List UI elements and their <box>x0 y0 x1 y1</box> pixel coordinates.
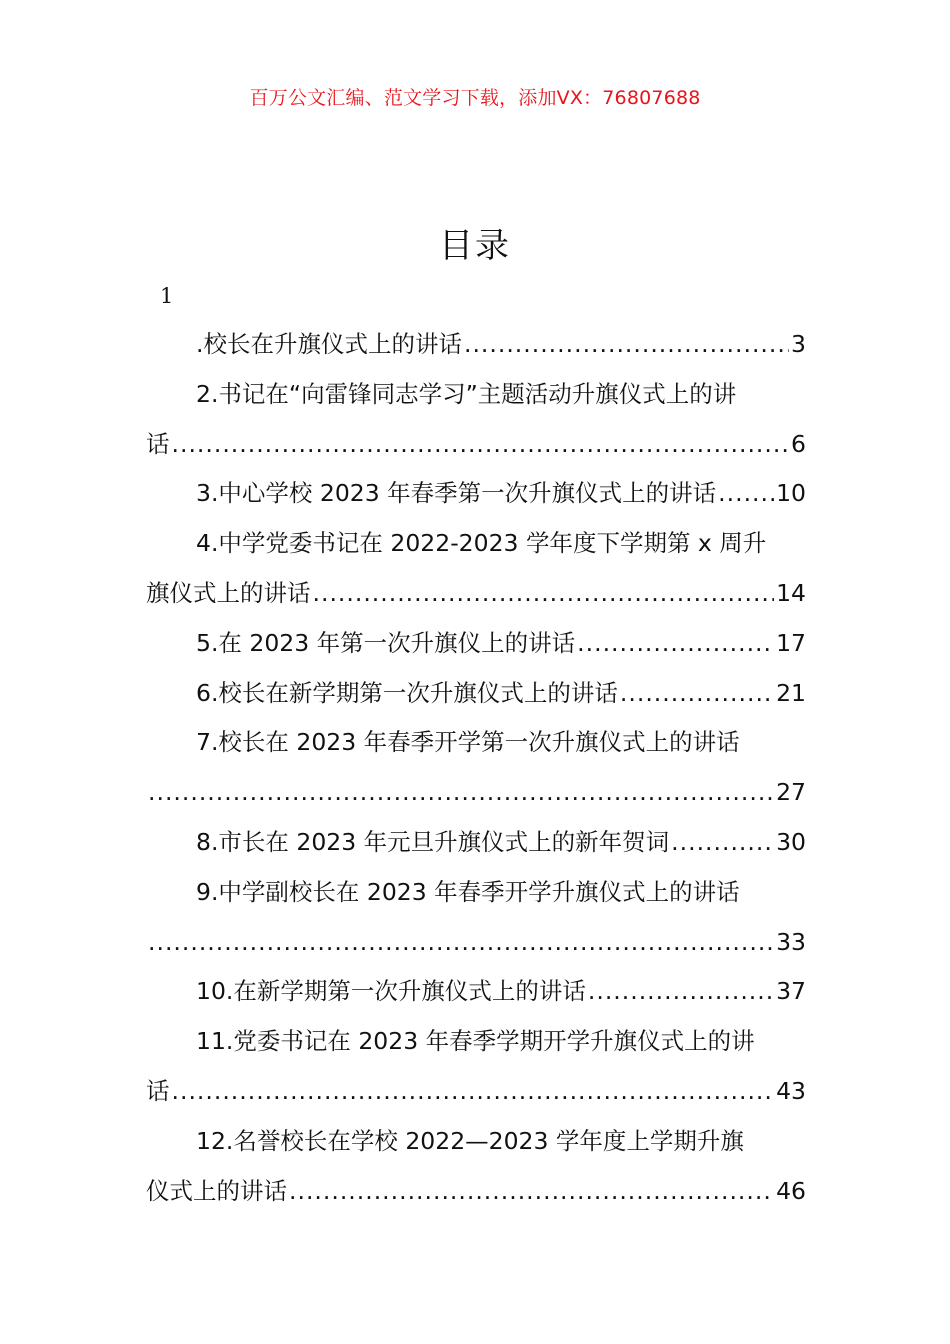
toc-entry-title-continued: 话 <box>146 429 170 458</box>
page-number: 1 <box>160 284 174 308</box>
toc-entry-page: 10 <box>776 479 806 508</box>
toc-entry-page: 14 <box>776 578 806 607</box>
toc-entry-page: 30 <box>776 827 806 856</box>
dot-leader <box>172 420 790 470</box>
toc-entry-title: 4.中学党委书记在 2022-2023 学年度下学期第 x 周升 <box>196 529 767 558</box>
dot-leader <box>148 918 774 968</box>
toc-entry-11[interactable] <box>146 1017 806 1117</box>
toc-entry-5[interactable] <box>146 619 806 669</box>
toc-entry-page: 46 <box>776 1176 806 1205</box>
toc-entry-page: 37 <box>776 977 806 1006</box>
toc-entry-title: 10.在新学期第一次升旗仪式上的讲话 <box>196 977 586 1006</box>
toc-entry-title-continued: 旗仪式上的讲话 <box>146 578 311 607</box>
dot-leader <box>464 320 789 370</box>
toc-entry-12[interactable] <box>146 1117 806 1217</box>
toc-entry-title: 8.市长在 2023 年元旦升旗仪式上的新年贺词 <box>196 827 670 856</box>
toc-entry-page: 27 <box>776 778 806 807</box>
toc-entry-page: 6 <box>791 429 806 458</box>
toc-entry-title: 11.党委书记在 2023 年春季学期开学升旗仪式上的讲 <box>196 1027 755 1056</box>
toc-entry-title: 2.书记在“向雷锋同志学习”主题活动升旗仪式上的讲 <box>196 379 737 408</box>
toc-entry-title: 6.校长在新学期第一次升旗仪式上的讲话 <box>196 678 618 707</box>
dot-leader <box>577 619 774 669</box>
toc-title: 目录 <box>439 226 511 266</box>
toc-entry-title-continued: 话 <box>146 1076 170 1105</box>
dot-leader <box>588 967 774 1017</box>
toc-entry-1[interactable] <box>146 320 806 370</box>
dot-leader <box>620 669 774 719</box>
toc-entry-4[interactable] <box>146 519 806 619</box>
toc-entry-title: 5.在 2023 年第一次升旗仪上的讲话 <box>196 628 576 657</box>
toc-entry-8[interactable] <box>146 818 806 868</box>
toc-entry-title: 7.校长在 2023 年春季开学第一次升旗仪式上的讲话 <box>196 728 740 757</box>
toc-entry-10[interactable] <box>146 967 806 1017</box>
toc-entry-title-continued: 仪式上的讲话 <box>146 1176 287 1205</box>
dot-leader <box>718 469 774 519</box>
toc-entry-title: 9.中学副校长在 2023 年春季开学升旗仪式上的讲话 <box>196 877 740 906</box>
toc-entry-6[interactable] <box>146 669 806 719</box>
toc-entry-page: 33 <box>776 927 806 956</box>
toc-entry-page: 17 <box>776 628 806 657</box>
toc-entry-title: .校长在升旗仪式上的讲话 <box>196 330 462 358</box>
dot-leader <box>148 768 774 818</box>
toc-entry-7[interactable] <box>146 718 806 818</box>
toc-entry-2[interactable] <box>146 370 806 470</box>
toc-entry-9[interactable] <box>146 868 806 968</box>
toc-entry-3[interactable] <box>146 469 806 519</box>
toc-entry-page: 43 <box>776 1076 806 1105</box>
dot-leader <box>671 818 774 868</box>
dot-leader <box>289 1167 774 1217</box>
toc-entry-title: 3.中心学校 2023 年春季第一次升旗仪式上的讲话 <box>196 479 717 508</box>
dot-leader <box>313 569 775 619</box>
dot-leader <box>172 1067 775 1117</box>
toc-entry-title: 12.名誉校长在学校 2022—2023 学年度上学期升旗 <box>196 1126 744 1155</box>
toc-entry-page: 3 <box>791 330 806 358</box>
header-download-note: 百万公文汇编、范文学习下载，添加VX：76807688 <box>249 87 701 109</box>
toc-entry-page: 21 <box>776 678 806 707</box>
table-of-contents <box>146 320 806 1216</box>
